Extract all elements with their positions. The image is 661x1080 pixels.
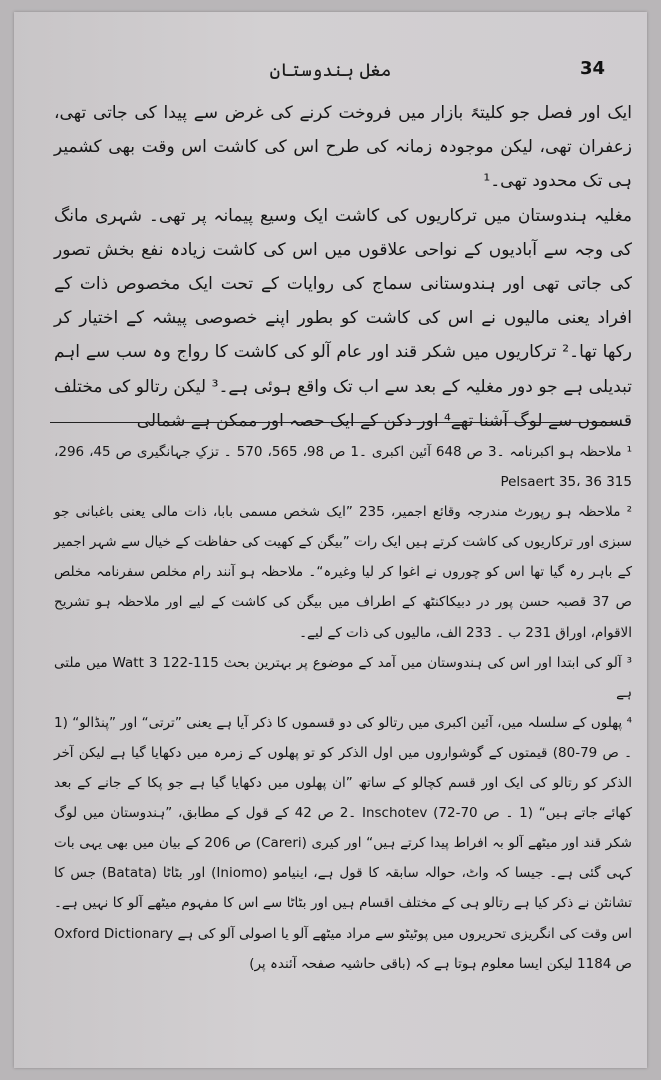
- page-number: 34: [580, 58, 606, 79]
- book-page: [14, 12, 647, 1068]
- footnotes: [54, 437, 632, 979]
- footnote-divider: [50, 422, 616, 423]
- main-text: [54, 96, 632, 438]
- main-paragraph-2: مغلیہ ہندوستان میں ترکاریوں کی کاشت ایک وسیع پیمانہ پر تھی۔ شہری مانگ کی وجہ سے آبادیوں کے نواحی علاقوں میں اس کی کاشت زیادہ نفع بخش تصور کی جاتی تھی اور ہندوستانی سماج کی روایات کے تحت ایک مخصوص ذات کے افراد یعنی مالیوں نے اس کی کاشت کو بطور اپنے خصوصی پیشہ کے اختیار کر رکھا تھا۔² ترکاریوں میں شکر قند اور عام آلو کی کاشت کا رواج وہ سب سے اہم تبدیلی ہے جو دور مغلیہ کے بعد سے اب تک واقع ہوئی ہے۔³ لیکن رتالو کی مختلف قسموں سے لوگ آشنا تھے⁴ اور دکن کے ایک حصہ اور ممکن ہے شمالی: [54, 205, 632, 431]
- footnote-3: ³ آلو کی ابتدا اور اس کی ہندوستان میں آمد کے موضوع پر بہترین بحث Watt 3 122-115 میں ملتی ہے: [54, 654, 632, 701]
- footnote-2: ² ملاحظہ ہو رپورٹ مندرجہ وقائع اجمیر، 235 ”ایک شخص مسمی بابا، ذات مالی یعنی باغبانی جو سبزی اور ترکاریوں کی کاشت کرتے ہیں ایک رات ”بیگن کے کھیت کی حفاظت کے خیال سے شہر اجمیر کے باہر رہ گیا تھا اس کو چوروں نے اغوا کر لیا وغیرہ“۔ ملاحظہ ہو آنند رام مخلص سفرنامہ مخلص ص 37 قصبہ حسن پور در دبیکاکنٹھ کے اطراف میں بیگن کی کاشت کے لیے اور ملاحظہ ہو تشریح الاقوام، اوراق 231 ب ۔ 233 الف، مالیوں کی ذات کے لیے۔: [54, 504, 632, 641]
- footnote-1: ¹ ملاحظہ ہو اکبرنامہ ۔3 ص 648 آئین اکبری ۔1 ص 98، 565، 570 ۔ تزکِ جہانگیری ص 45، 296، 315 Pelsaert 35، 36: [54, 444, 632, 491]
- main-paragraph-1: ایک اور فصل جو کلیتہً بازار میں فروخت کرنے کی غرض سے پیدا کی جاتی تھی، زعفران تھی، لیکن موجودہ زمانہ کی طرح اس کی کاشت اس وقت بھی کشمیر ہی تک محدود تھی۔¹: [54, 103, 632, 192]
- running-header-title: مغل ہندوستان: [269, 60, 392, 81]
- footnote-4: ⁴ پھلوں کے سلسلہ میں، آئین اکبری میں رتالو کی دو قسموں کا ذکر آیا ہے یعنی ”ترتی“ اور ”پنڈالو“ (1 ۔ ص 79-80) قیمتوں کے گوشواروں میں اول الذکر کو تو پھلوں کے زمرہ میں دکھایا گیا ہے لیکن آخر الذکر کو رتالو کی ایک اور قسم کچالو کے ساتھ ”ان پھلوں میں دکھایا گیا ہے جو پکا کے جانے کے بعد کھائے جاتے ہیں“ (1 ۔ ص 70-72) Inschotev ۔2 ص 42 کے قول کے مطابق، ”ہندوستان میں لوگ شکر قند اور میٹھے آلو بہ افراط پیدا کرتے ہیں“ اور کیری (Careri) ص 206 کے بیان میں بھی یہی بات کہی گئی ہے۔ جیسا کہ واٹ، حوالہ سابقہ کا قول ہے، اینیامو (Iniomo) اور بٹاٹا (Batata) جس کا تشانٹن نے ذکر کیا ہے رتالو ہی کے مختلف اقسام ہیں اور بٹاٹا سے اس کا مفہوم میٹھے آلو کا نہیں ہے۔ اس وقت کی انگریزی تحریروں میں پوٹیٹو سے مراد میٹھے آلو یا اصولی آلو کی ہے Oxford Dictionary ص 1184 لیکن ایسا معلوم ہوتا ہے کہ (باقی حاشیہ صفحہ آئندہ پر): [54, 714, 633, 972]
